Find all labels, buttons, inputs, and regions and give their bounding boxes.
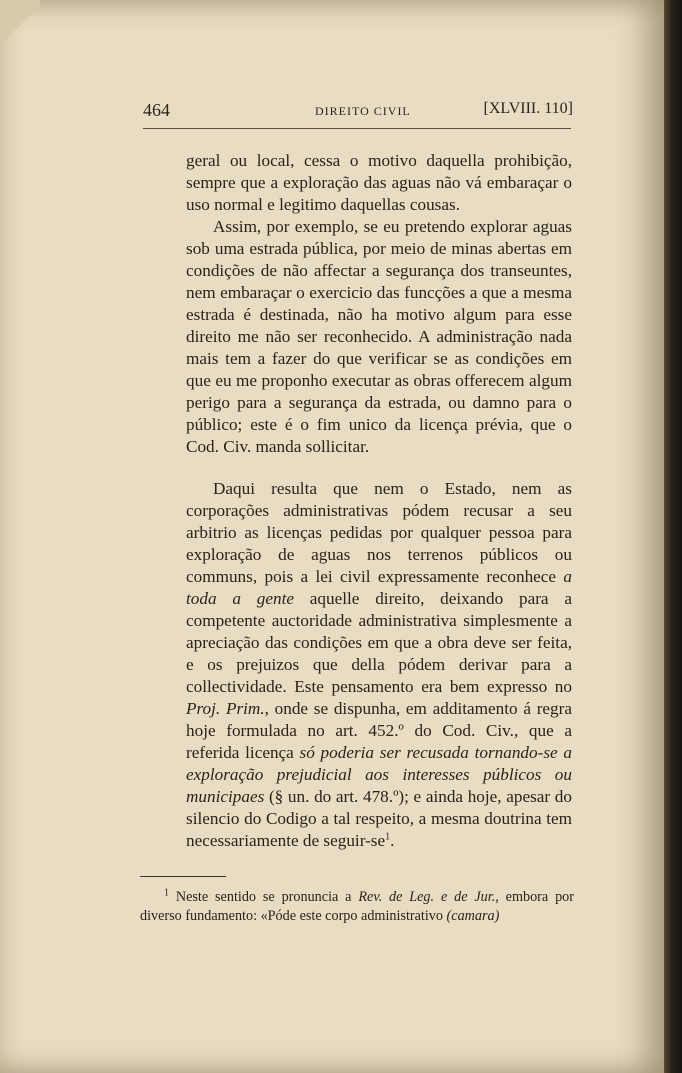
footnote-rule <box>140 876 226 877</box>
paragraph-3-text-a: Daqui resulta que nem o Estado, nem as corporações administrativas pódem recusar a seu arbitrio as licenças pedidas por qualquer pessoa para exploração de aguas nos terrenos públicos ou communs, pois a lei civil expressamente reconhece <box>186 479 572 586</box>
paragraph-1: geral ou local, cessa o motivo daquella prohibição, sempre que a exploração das aguas não vá embaraçar o uso normal e legitimo daquellas cousas. <box>186 151 572 214</box>
paragraph-3-text-c: , onde se dispunha, em additamento á regra hoje formulada no art. 452.º do Cod. Civ., que a referida licença <box>186 699 573 762</box>
paragraph-3-emphasis-3: só poderia ser recusada tornando-se a exploração prejudicial aos interesses públicos ou municipaes <box>186 743 572 806</box>
footnote-text-a: Neste sentido se pronuncia a <box>169 889 359 905</box>
paragraph-3 <box>186 478 572 852</box>
footnote <box>140 888 574 926</box>
page-header <box>143 100 573 122</box>
page-edge-shadow <box>664 0 682 1073</box>
footnote-paragraph <box>140 888 574 926</box>
paragraph-3-emphasis-1: a toda a gente <box>186 567 572 608</box>
body-text <box>186 150 572 852</box>
page-corner-fold <box>0 0 40 60</box>
paragraph-3-end: . <box>390 831 395 850</box>
footnote-mark: 1 <box>164 887 169 899</box>
header-rule <box>143 128 571 129</box>
footnote-emphasis-2: (camara) <box>446 908 500 924</box>
paragraph-3-emphasis-2: Proj. Prim. <box>186 699 265 718</box>
paragraph-3-text-d: (§ un. do art. 478.º); e ainda hoje, apesar do silencio do Codigo a tal respeito, a mesma doutrina tem necessariamente de seguir-se <box>186 787 572 850</box>
footnote-reference[interactable]: 1 <box>385 831 391 843</box>
page-number: 464 <box>143 100 170 120</box>
paragraph-3-text-b: aquelle direito, deixando para a competente auctoridade administrativa simplesmente a apreciação das condições em que a obra deve ser feita, e os prejuizos que della pódem derivar para a collectividade. Este pensamento era bem expresso no <box>186 589 572 696</box>
section-reference: [XLVIII. 110] <box>483 100 573 117</box>
paragraph-2: Assim, por exemplo, se eu pretendo explorar aguas sob uma estrada pública, por meio de minas abertas em condições de não affectar a segurança dos transeuntes, nem embaraçar o exercicio das funcções a que a mesma estrada é destinada, não ha motivo algum para esse direito me não ser reconhecido. A administração nada mais tem a fazer do que verificar se as condições em que eu me proponho executar as obras offerecem algum perigo para a segurança da estrada, ou damno para o público; este é o fim unico da licença prévia, que o Cod. Civ. manda sollicitar. <box>186 217 572 456</box>
footnote-text-b: , embora por diverso fundamento: «Póde este corpo administrativo <box>140 889 574 924</box>
footnote-emphasis-1: Rev. de Leg. e de Jur. <box>358 889 496 905</box>
running-title: DIREITO CIVIL <box>315 104 411 118</box>
